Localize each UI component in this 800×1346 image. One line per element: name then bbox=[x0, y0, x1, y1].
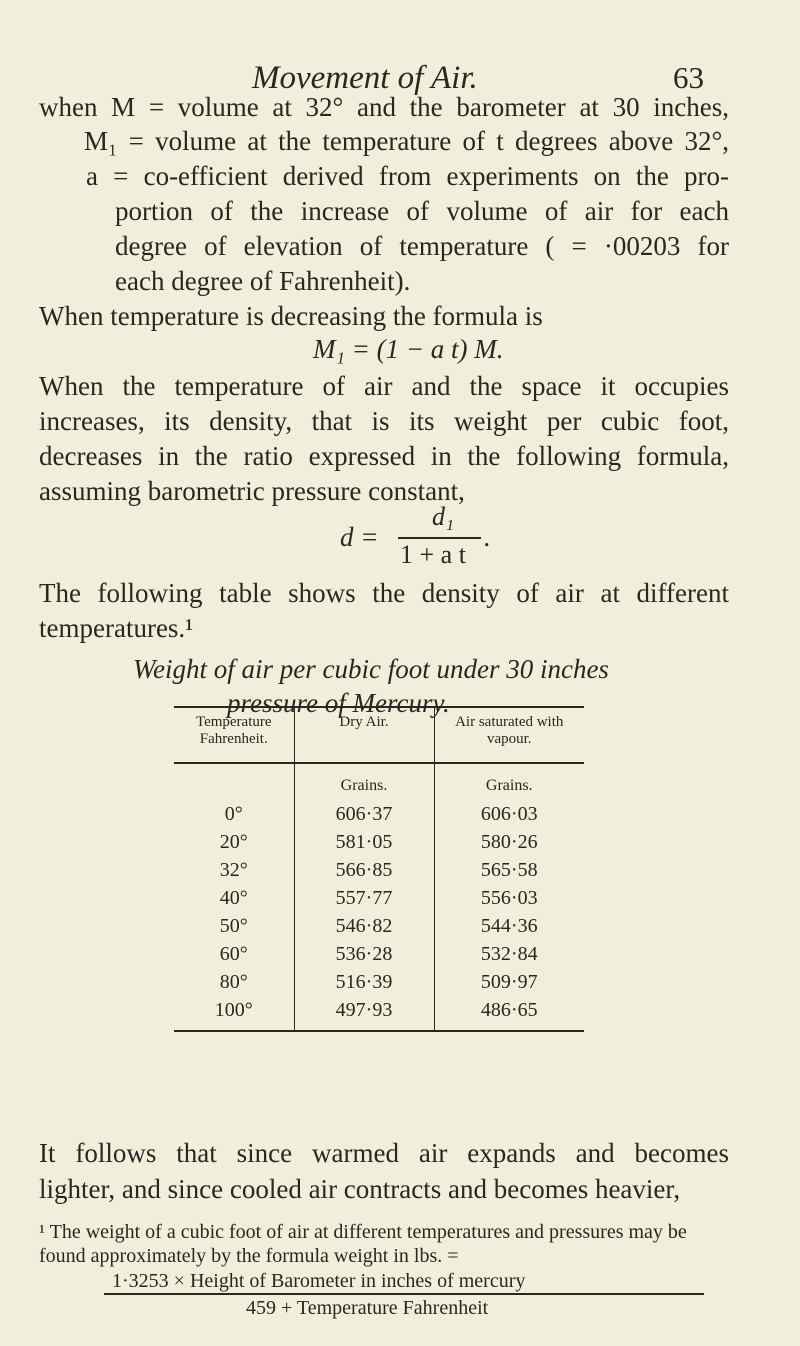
cell-dry-air: 566·85 bbox=[294, 856, 434, 884]
cell-dry-air: 557·77 bbox=[294, 884, 434, 912]
cell-dry-air: 497·93 bbox=[294, 996, 434, 1031]
body-line-11: assuming barometric pressure constant, bbox=[39, 476, 465, 506]
density-formula-period: . bbox=[484, 522, 491, 552]
body-line-8: When the temperature of air and the space it occupies bbox=[39, 371, 729, 401]
unit-saturated-air: Grains. bbox=[434, 763, 584, 800]
header-saturated-air: Air saturated with vapour. bbox=[434, 707, 584, 763]
table-header-row bbox=[174, 707, 584, 763]
cell-temperature: 40° bbox=[219, 886, 248, 909]
body-line-5: degree of elevation of temperature ( = ·00203 for bbox=[115, 231, 729, 261]
body-line-10: decreases in the ratio expressed in the following formula, bbox=[39, 441, 729, 471]
cell-saturated-air: 532·84 bbox=[434, 940, 584, 968]
footnote-line-2: found approximately by the formula weight in lbs. = bbox=[39, 1245, 459, 1267]
body-line-3: a = co-efficient derived from experiments on the pro- bbox=[86, 161, 729, 191]
cell-dry-air: 606·37 bbox=[294, 800, 434, 828]
table-caption-line-2: pressure of Mercury. bbox=[227, 688, 450, 718]
body-line-9: increases, its density, that is its weight per cubic foot, bbox=[39, 406, 729, 436]
table-row bbox=[174, 912, 584, 940]
cell-saturated-air: 509·97 bbox=[434, 968, 584, 996]
body-line-1: when M = volume at 32° and the barometer at 30 inches, bbox=[39, 92, 729, 122]
unit-temperature bbox=[174, 763, 294, 800]
body-line-2: M₁ = volume at the temperature of t degrees above 32°, bbox=[84, 126, 729, 156]
cell-dry-air: 536·28 bbox=[294, 940, 434, 968]
closing-line-2: lighter, and since cooled air contracts and becomes heavier, bbox=[39, 1174, 681, 1204]
cell-saturated-air: 580·26 bbox=[434, 828, 584, 856]
cell-temperature: 20° bbox=[219, 830, 248, 853]
table-row bbox=[174, 884, 584, 912]
table-row bbox=[174, 856, 584, 884]
footnote-line-1: ¹ The weight of a cubic foot of air at different temperatures and pressures may be bbox=[39, 1221, 687, 1243]
air-weight-table bbox=[174, 706, 584, 1032]
density-formula-numerator: d₁ bbox=[432, 502, 455, 531]
density-formula-lhs: d = bbox=[340, 522, 379, 552]
page-number: 63 bbox=[673, 60, 704, 95]
cell-saturated-air: 556·03 bbox=[434, 884, 584, 912]
closing-line-1: It follows that since warmed air expands and becomes bbox=[39, 1138, 729, 1168]
table-row bbox=[174, 800, 584, 828]
cell-temperature: 0° bbox=[224, 802, 243, 825]
cell-temperature: 60° bbox=[219, 942, 248, 965]
cell-temperature: 50° bbox=[219, 914, 248, 937]
formula-decreasing: M₁ = (1 − a t) M. bbox=[313, 334, 504, 364]
unit-dry-air: Grains. bbox=[294, 763, 434, 800]
footnote-fraction-bar bbox=[104, 1293, 704, 1295]
running-title: Movement of Air. bbox=[252, 60, 478, 96]
table-row bbox=[174, 996, 584, 1031]
table-row bbox=[174, 940, 584, 968]
density-formula-bar bbox=[398, 537, 481, 539]
body-line-6: each degree of Fahrenheit). bbox=[115, 266, 411, 296]
cell-saturated-air: 565·58 bbox=[434, 856, 584, 884]
cell-dry-air: 546·82 bbox=[294, 912, 434, 940]
cell-saturated-air: 544·36 bbox=[434, 912, 584, 940]
header-temperature: Temperature Fahrenheit. bbox=[174, 707, 294, 763]
density-formula-denominator: 1 + a t bbox=[400, 540, 466, 569]
cell-dry-air: 516·39 bbox=[294, 968, 434, 996]
cell-temperature: 80° bbox=[219, 970, 248, 993]
footnote-denominator: 459 + Temperature Fahrenheit bbox=[246, 1297, 489, 1319]
body-line-7: When temperature is decreasing the formula is bbox=[39, 301, 543, 331]
header-dry-air: Dry Air. bbox=[294, 707, 434, 763]
cell-saturated-air: 486·65 bbox=[434, 996, 584, 1031]
table-row bbox=[174, 968, 584, 996]
footnote-numerator: 1·3253 × Height of Barometer in inches of mercury bbox=[112, 1270, 526, 1292]
body-line-13: temperatures.¹ bbox=[39, 613, 194, 643]
body-line-12: The following table shows the density of air at different bbox=[39, 578, 729, 608]
table-row bbox=[174, 828, 584, 856]
table-units-row bbox=[174, 763, 584, 800]
table-caption-line-1: Weight of air per cubic foot under 30 inches bbox=[133, 654, 609, 684]
cell-temperature: 32° bbox=[219, 858, 248, 881]
body-line-4: portion of the increase of volume of air for each bbox=[115, 196, 729, 226]
cell-temperature: 100° bbox=[174, 996, 294, 1031]
cell-saturated-air: 606·03 bbox=[434, 800, 584, 828]
cell-dry-air: 581·05 bbox=[294, 828, 434, 856]
